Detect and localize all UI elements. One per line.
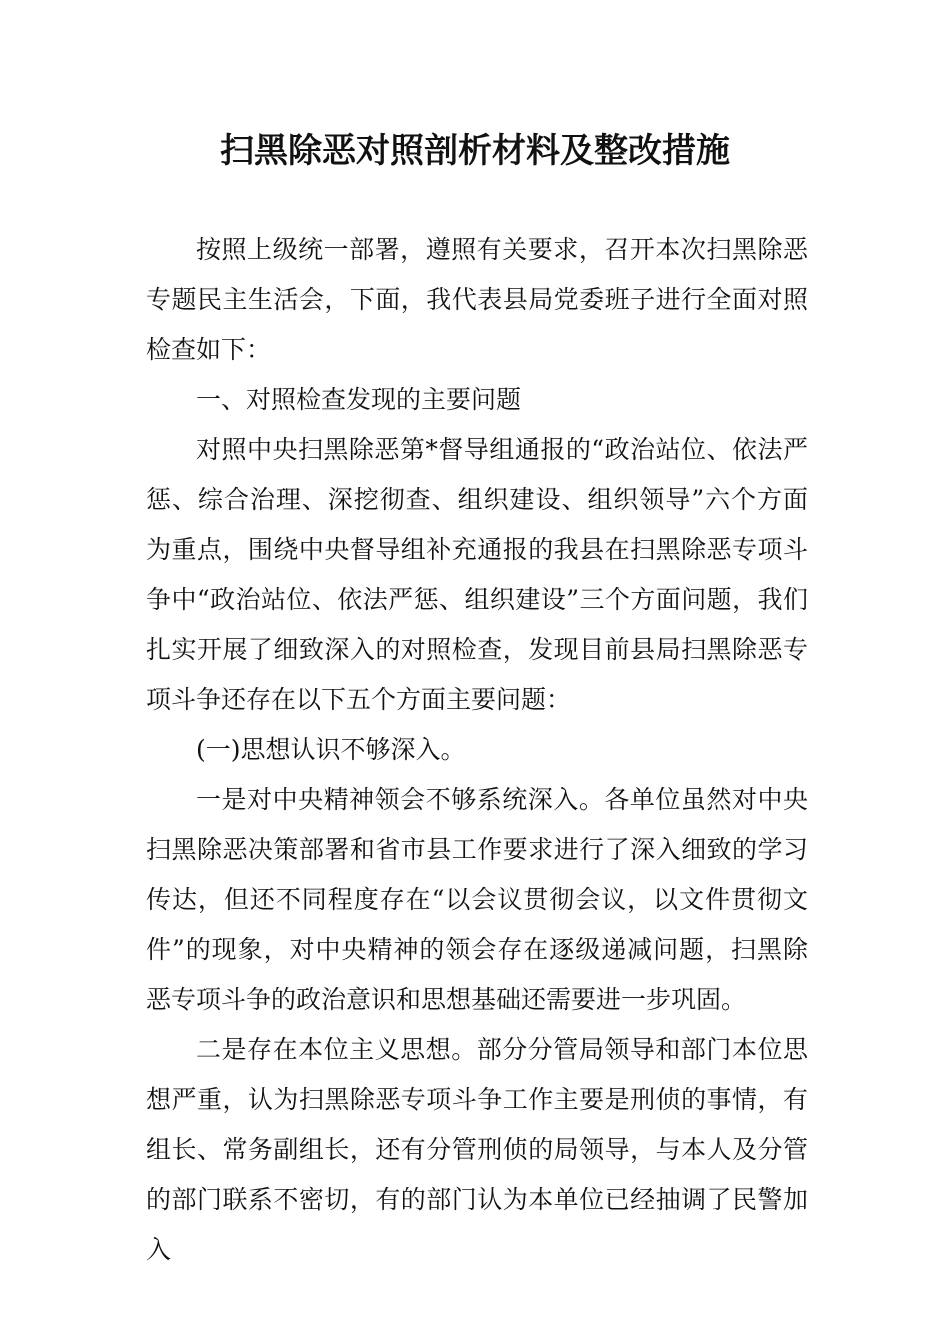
paragraph-overview: 对照中央扫黑除恶第*督导组通报的“政治站位、依法严惩、综合治理、深挖彻查、组织建设、组织领导”六个方面为重点，围绕中央督导组补充通报的我县在扫黑除恶专项斗争中“政治站位、依法严惩、组织建设”三个方面问题，我们扎实开展了细致深入的对照检查，发现目前县局扫黑除恶专项斗争还存在以下五个方面主要问题：	[146, 435, 808, 714]
subsection-heading-1: (一)思想认识不够深入。	[196, 735, 466, 764]
paragraph-point-2: 二是存在本位主义思想。部分分管局领导和部门本位思想严重，认为扫黑除恶专项斗争工作主要是刑侦的事情，有组长、常务副组长，还有分管刑侦的局领导，与本人及分管的部门联系不密切，有的部门认为本单位已经抽调了民警加入	[146, 1035, 808, 1264]
document-body	[146, 225, 808, 1275]
paragraph-intro: 按照上级统一部署，遵照有关要求，召开本次扫黑除恶专题民主生活会，下面，我代表县局党委班子进行全面对照检查如下：	[146, 235, 808, 364]
section-heading-1: 一、对照检查发现的主要问题	[196, 385, 522, 414]
document-title: 扫黑除恶对照剖析材料及整改措施	[220, 131, 730, 171]
paragraph-point-1: 一是对中央精神领会不够系统深入。各单位虽然对中央扫黑除恶决策部署和省市县工作要求进行了深入细致的学习传达，但还不同程度存在“以会议贯彻会议，以文件贯彻文件”的现象，对中央精神的领会存在逐级递减问题，扫黑除恶专项斗争的政治意识和思想基础还需要进一步巩固。	[146, 785, 808, 1014]
